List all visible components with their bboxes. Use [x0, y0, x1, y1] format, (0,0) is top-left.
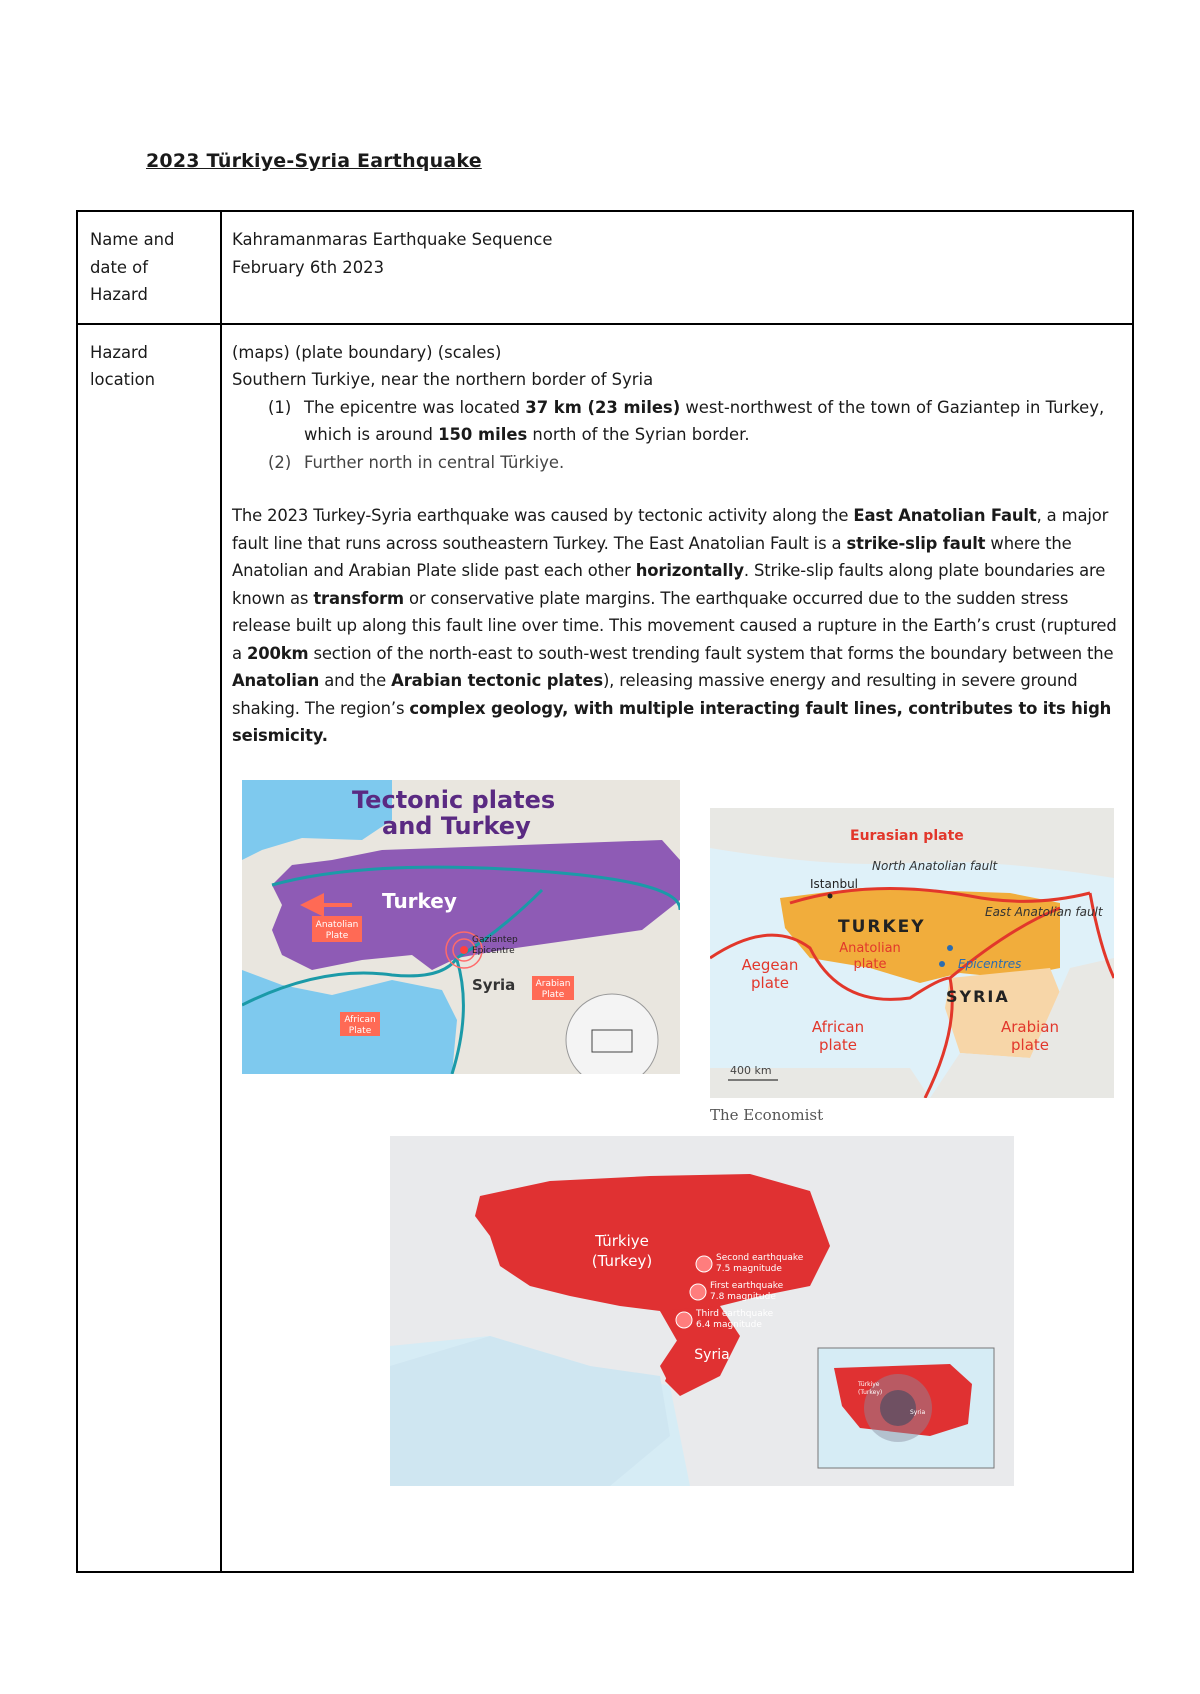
- earthquakes-map: [390, 1136, 1014, 1486]
- map2-epicentres-label: Epicentres: [958, 956, 1022, 971]
- map1-turkey-label: Turkey: [382, 888, 457, 913]
- svg-text:Arabian: Arabian: [535, 978, 571, 989]
- list-item: (1) The epicentre was located 37 km (23 miles) west-northwest of the town of Gaziantep in Turkey, which is around 150 miles north of the Syrian border.: [268, 394, 1122, 449]
- cause-paragraph: The 2023 Turkey-Syria earthquake was caused by tectonic activity along the East Anatolian Fault, a major fault line that runs across southeastern Turkey. The East Anatolian Fault is a strike-slip fault where the Anatolian and Arabian Plate slide past each other horizontally. Strike-slip faults along plate boundaries are known as transform or conservative plate margins. The earthquake occurred due to the sudden stress release built up along this fault line over time. This movement caused a rupture in the Earth’s crust (ruptured a 200km section of the north-east to south-west trending fault system that forms the boundary between the Anatolian and the Arabian tectonic plates), releasing massive energy and resulting in severe ground shaking. The region’s complex geology, with multiple interacting fault lines, contributes to its high seismicity.: [232, 506, 1117, 745]
- row-label: Hazard location: [77, 324, 221, 1572]
- svg-text:Plate: Plate: [348, 1025, 372, 1036]
- map2-turkey-label: TURKEY: [838, 916, 926, 937]
- map2-istanbul-label: Istanbul: [810, 876, 859, 891]
- map2-syria-label: SYRIA: [946, 986, 1010, 1006]
- list-number: (1): [268, 397, 292, 417]
- map2-naf-label: North Anatolian fault: [872, 858, 998, 873]
- svg-text:Second earthquake: Second earthquake: [716, 1252, 804, 1263]
- svg-text:Türkiye: Türkiye: [595, 1231, 649, 1250]
- svg-text:Aegean: Aegean: [741, 955, 799, 974]
- svg-text:Arabian: Arabian: [1000, 1017, 1060, 1036]
- economist-plates-map: [710, 808, 1114, 1098]
- map3-syria-label: Syria: [694, 1346, 730, 1363]
- map2-eaf-label: East Anatolian fault: [985, 904, 1103, 919]
- svg-text:(Turkey): (Turkey): [591, 1251, 653, 1270]
- svg-text:6.4 magnitude: 6.4 magnitude: [696, 1319, 762, 1330]
- tectonic-plates-map: [242, 780, 680, 1074]
- location-tags: (maps) (plate boundary) (scales): [232, 342, 502, 362]
- svg-text:Türkiye: Türkiye: [858, 1380, 880, 1388]
- hazard-table: [76, 210, 1134, 1573]
- svg-text:plate: plate: [1011, 1035, 1049, 1054]
- map2-scale-label: 400 km: [730, 1063, 772, 1077]
- map2-eurasian-label: Eurasian plate: [850, 827, 964, 844]
- map1-epicentre-line2: Epicentre: [472, 945, 515, 956]
- list-item: (2) Further north in central Türkiye.: [268, 449, 1122, 477]
- svg-text:Anatolian: Anatolian: [839, 940, 901, 956]
- map1-title-line1: Tectonic plates: [352, 785, 556, 814]
- table-row: [77, 211, 1133, 324]
- svg-text:Plate: Plate: [325, 930, 349, 941]
- hazard-date: February 6th 2023: [232, 257, 385, 277]
- svg-text:Plate: Plate: [541, 989, 565, 1000]
- svg-text:7.5 magnitude: 7.5 magnitude: [716, 1263, 782, 1274]
- map1-title-line2: and Turkey: [382, 811, 531, 840]
- svg-text:(Turkey): (Turkey): [858, 1388, 883, 1396]
- svg-text:plate: plate: [853, 956, 887, 972]
- table-row: [77, 324, 1133, 1572]
- svg-text:First earthquake: First earthquake: [710, 1280, 784, 1291]
- row-value: [221, 211, 1133, 324]
- row-label: Name and date of Hazard: [77, 211, 221, 324]
- maps-area: [232, 780, 1122, 1540]
- svg-text:Syria: Syria: [910, 1408, 926, 1416]
- svg-text:African: African: [344, 1014, 376, 1025]
- svg-text:plate: plate: [751, 973, 789, 992]
- list-number: (2): [268, 452, 292, 472]
- economist-credit: The Economist: [710, 1105, 824, 1124]
- svg-text:plate: plate: [819, 1035, 857, 1054]
- location-list: [232, 394, 1122, 477]
- svg-text:Third earthquake: Third earthquake: [696, 1308, 774, 1319]
- svg-text:African: African: [811, 1017, 865, 1036]
- page-title: 2023 Türkiye-Syria Earthquake: [146, 150, 482, 172]
- map1-epicentre-line1: Gaziantep: [472, 934, 518, 945]
- hazard-name: Kahramanmaras Earthquake Sequence: [232, 230, 553, 249]
- row-value: [221, 324, 1133, 1572]
- location-region: Southern Turkiye, near the northern border of Syria: [232, 370, 654, 389]
- map1-syria-label: Syria: [472, 975, 516, 994]
- svg-text:Anatolian: Anatolian: [315, 919, 359, 930]
- svg-text:7.8 magnitude: 7.8 magnitude: [710, 1291, 776, 1302]
